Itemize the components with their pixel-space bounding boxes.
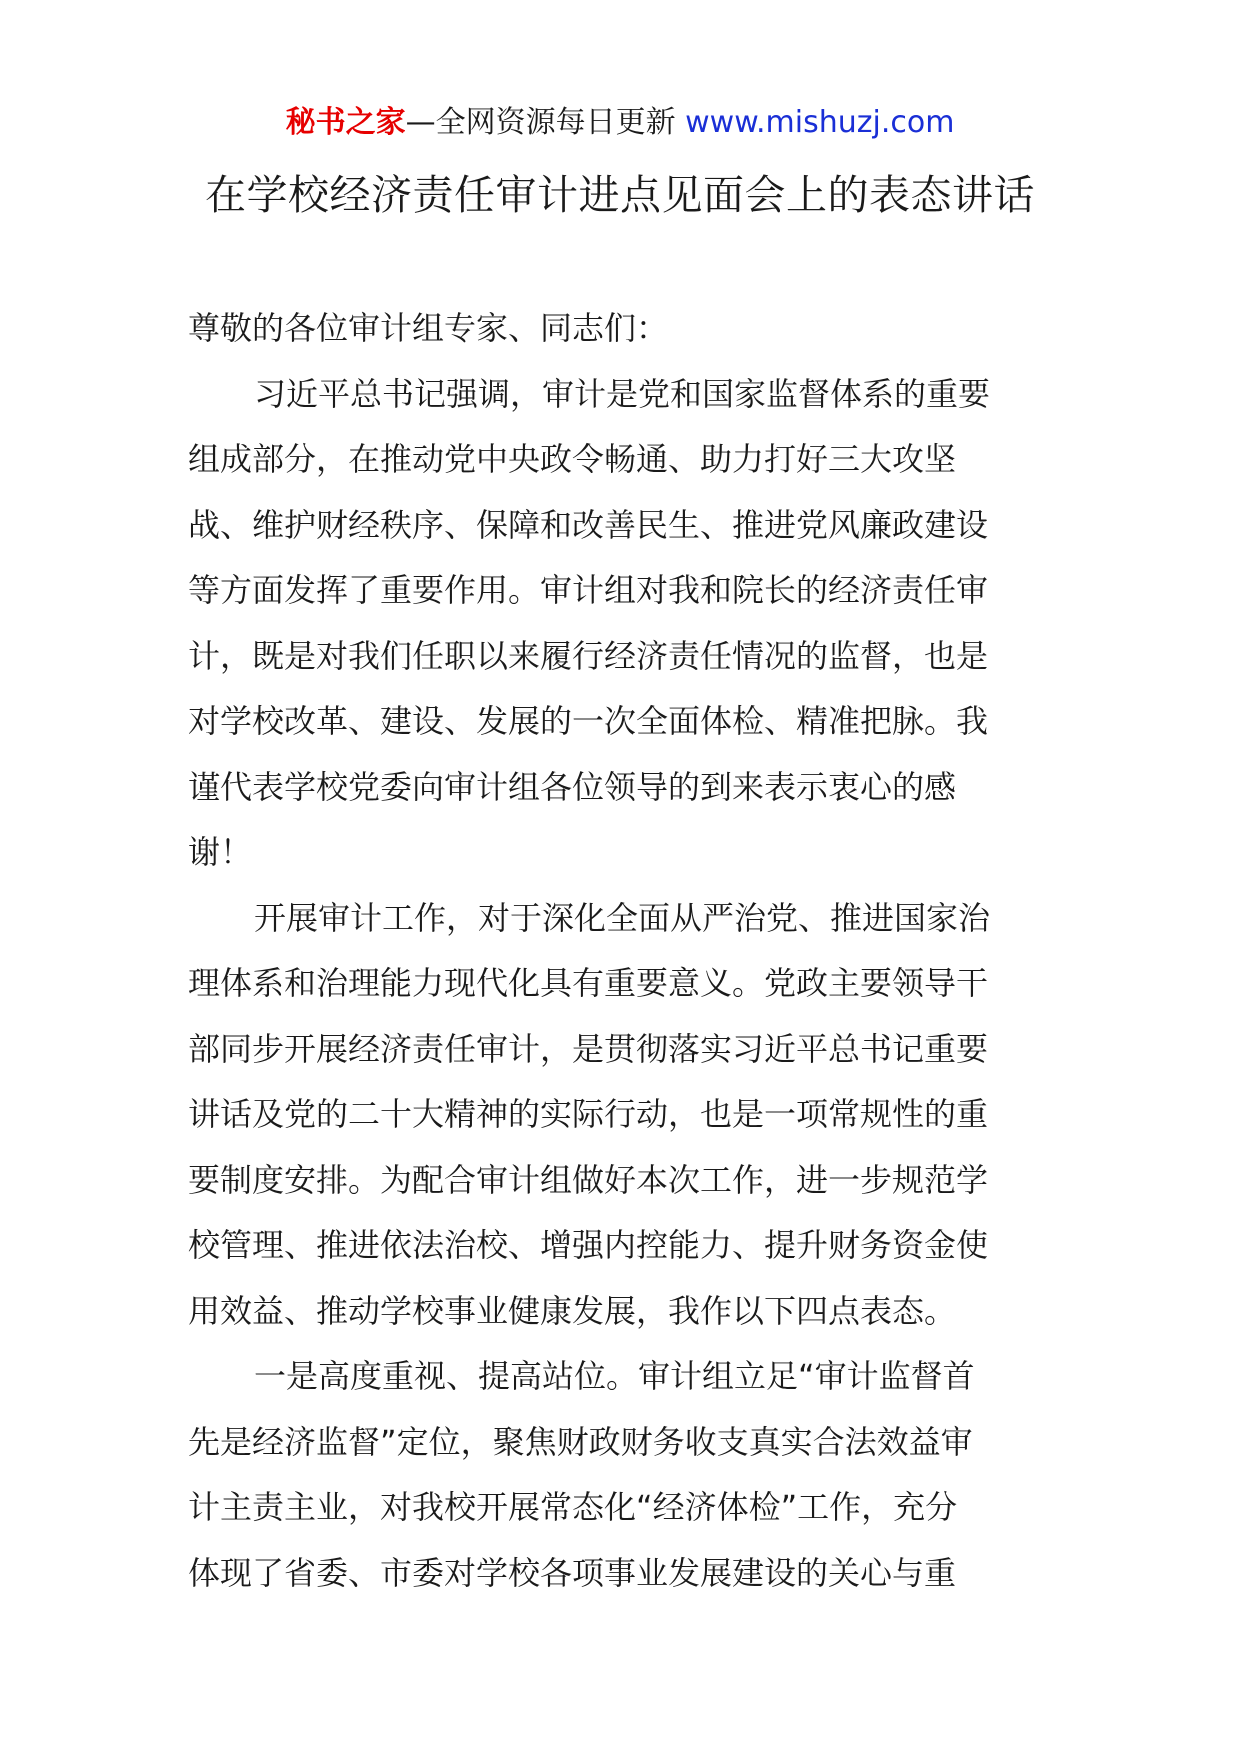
paragraph-1-line-2: 组成部分，在推动党中央政令畅通、助力打好三大攻坚 (188, 440, 957, 478)
paragraph-1-line-6: 对学校改革、建设、发展的一次全面体检、精准把脉。我 (188, 702, 989, 740)
paragraph-3-line-3: 计主责主业，对我校开展常态化“经济体检”工作，充分 (188, 1488, 958, 1526)
paragraph-1-line-7: 谨代表学校党委向审计组各位领导的到来表示衷心的感 (188, 767, 957, 806)
document-title: 在学校经济责任审计进点见面会上的表态讲话 (205, 171, 1035, 219)
paragraph-2-line-4: 讲话及党的二十大精神的实际行动，也是一项常规性的重 (188, 1095, 989, 1133)
paragraph-3-line-4: 体现了省委、市委对学校各项事业发展建设的关心与重 (188, 1553, 957, 1592)
paragraph-1-line-4: 等方面发挥了重要作用。审计组对我和院长的经济责任审 (188, 571, 989, 609)
paragraph-1-line-1: 习近平总书记强调，审计是党和国家监督体系的重要 (254, 374, 991, 413)
paragraph-2-line-3: 部同步开展经济责任审计，是贯彻落实习近平总书记重要 (188, 1029, 989, 1068)
paragraph-3-line-1: 一是高度重视、提高站位。审计组立足“审计监督首 (254, 1357, 975, 1395)
paragraph-1-line-8: 谢！ (188, 833, 253, 871)
paragraph-3-line-2: 先是经济监督”定位，聚焦财政财务收支真实合法效益审 (188, 1422, 973, 1461)
tagline: —全网资源每日更新 (405, 105, 676, 140)
paragraph-1-line-3: 战、维护财经秩序、保障和改善民生、推进党风廉政建设 (188, 505, 989, 544)
paragraph-2-line-1: 开展审计工作，对于深化全面从严治党、推进国家治 (254, 898, 991, 937)
paragraph-2-line-7: 用效益、推动学校事业健康发展，我作以下四点表态。 (188, 1291, 957, 1330)
site-header (0, 100, 1240, 146)
document-body (188, 296, 1048, 1606)
paragraph-2-line-2: 理体系和治理能力现代化具有重要意义。党政主要领导干 (188, 964, 989, 1002)
paragraph-2-line-5: 要制度安排。为配合审计组做好本次工作，进一步规范学 (188, 1160, 989, 1199)
paragraph-1-line-5: 计，既是对我们任职以来履行经济责任情况的监督，也是 (188, 636, 989, 675)
brand-name: 秘书之家 (285, 105, 406, 140)
paragraph-2-line-6: 校管理、推进依法治校、增强内控能力、提升财务资金使 (188, 1226, 989, 1264)
salutation-line: 尊敬的各位审计组专家、同志们： (188, 309, 669, 347)
site-url-link[interactable]: www.mishuzj.com (685, 105, 955, 140)
